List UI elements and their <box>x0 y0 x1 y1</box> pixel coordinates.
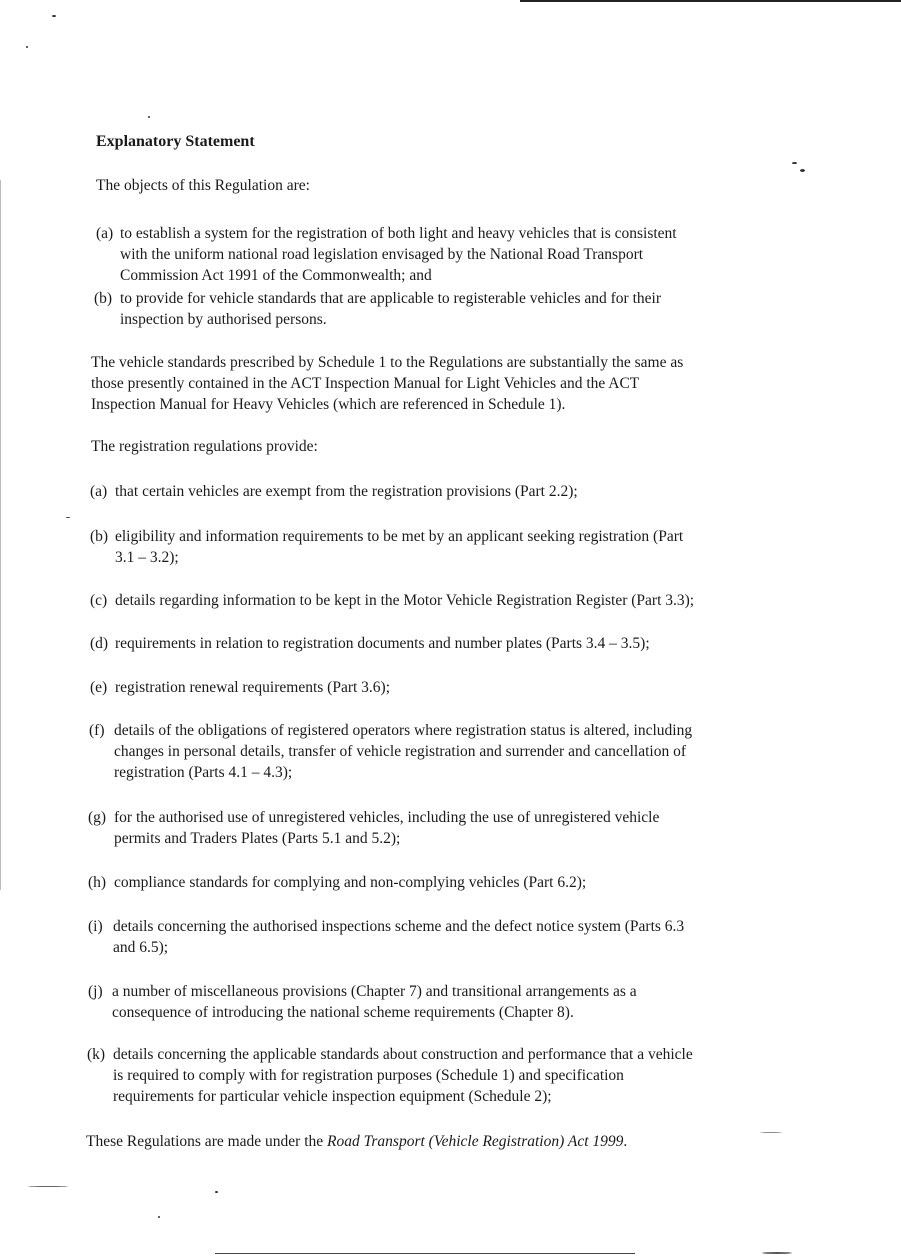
scan-edge-top <box>520 0 901 2</box>
object-item-line: to establish a system for the registration of both light and heavy vehicles that is consistent <box>120 225 677 242</box>
provision-item-label: (g) <box>88 809 107 826</box>
provision-item-line: compliance standards for complying and non-complying vehicles (Part 6.2); <box>114 874 587 891</box>
provision-item-line: consequence of introducing the national scheme requirements (Chapter 8). <box>112 1004 574 1021</box>
provision-item-line: details regarding information to be kept in the Motor Vehicle Registration Register (Part 3.3); <box>115 592 695 609</box>
paragraph-line: Inspection Manual for Heavy Vehicles (which are referenced in Schedule 1). <box>91 396 566 413</box>
scan-bottom-line <box>215 1253 635 1254</box>
provision-item-label: (f) <box>89 722 105 739</box>
scan-speck <box>28 1186 68 1187</box>
scan-speck <box>792 162 797 164</box>
provision-item-text <box>114 720 824 783</box>
provisions-intro: The registration regulations provide: <box>91 438 318 455</box>
provision-item-line: permits and Traders Plates (Parts 5.1 and 5.2); <box>114 830 401 847</box>
provision-item-line: registration renewal requirements (Part 3.6); <box>115 679 391 696</box>
object-item-line: inspection by authorised persons. <box>120 311 327 328</box>
provision-item-line: 3.1 – 3.2); <box>115 549 179 566</box>
provision-item-text <box>114 872 814 893</box>
object-item-text <box>120 288 800 330</box>
closing-prefix: These Regulations are made under the <box>86 1133 328 1150</box>
object-item-label: (a) <box>96 225 114 242</box>
objects-intro: The objects of this Regulation are: <box>96 177 310 194</box>
provision-item-line: details concerning the applicable standards about construction and performance that a vehicle <box>113 1046 693 1063</box>
act-title: Road Transport (Vehicle Registration) Act 1999 <box>327 1133 624 1150</box>
provision-item-line: requirements in relation to registration documents and number plates (Parts 3.4 – 3.5); <box>115 635 650 652</box>
scan-speck <box>148 116 150 118</box>
provision-item-label: (a) <box>90 483 108 500</box>
object-item-text <box>120 223 800 286</box>
provision-item-label: (i) <box>88 918 103 935</box>
provision-item-line: changes in personal details, transfer of vehicle registration and surrender and cancellation of <box>114 743 686 760</box>
scan-speck <box>26 46 28 48</box>
scan-speck <box>800 169 805 172</box>
scan-speck <box>762 1252 792 1254</box>
scan-speck <box>215 1191 218 1193</box>
standards-paragraph <box>91 352 811 415</box>
provision-item-line: and 6.5); <box>113 939 169 956</box>
provision-item-line: registration (Parts 4.1 – 4.3); <box>114 764 293 781</box>
provision-item-label: (j) <box>88 983 103 1000</box>
provision-item-label: (b) <box>90 528 109 545</box>
closing-suffix: . <box>623 1133 628 1150</box>
provision-item-text <box>115 677 815 698</box>
provision-item-text <box>114 807 814 849</box>
paragraph-line: those presently contained in the ACT Inspection Manual for Light Vehicles and the ACT <box>91 375 640 392</box>
provision-item-text <box>115 590 835 611</box>
document-heading: Explanatory Statement <box>96 133 255 150</box>
provision-item-text <box>115 633 815 654</box>
closing-statement <box>86 1131 627 1152</box>
provision-item-line: a number of miscellaneous provisions (Chapter 7) and transitional arrangements as a <box>112 983 637 1000</box>
provision-item-line: details of the obligations of registered operators where registration status is altered, including <box>114 722 693 739</box>
provision-item-label: (e) <box>90 679 108 696</box>
scan-speck <box>158 1216 160 1218</box>
object-item-line: to provide for vehicle standards that are applicable to registerable vehicles and for their <box>120 290 661 307</box>
scan-speck <box>52 15 56 17</box>
provision-item-line: eligibility and information requirements to be met by an applicant seeking registration (Part <box>115 528 684 545</box>
provision-item-text <box>115 526 815 568</box>
provision-item-line: details concerning the authorised inspections scheme and the defect notice system (Parts 6.3 <box>113 918 685 935</box>
object-item-label: (b) <box>94 290 113 307</box>
provision-item-label: (h) <box>88 874 107 891</box>
provision-item-line: that certain vehicles are exempt from the registration provisions (Part 2.2); <box>115 483 578 500</box>
provision-item-text <box>115 481 815 502</box>
scan-edge-left <box>0 180 1 890</box>
provision-item-line: is required to comply with for registration purposes (Schedule 1) and specification <box>113 1067 624 1084</box>
object-item-line: Commission Act 1991 of the Commonwealth; and <box>120 267 432 284</box>
provision-item-label: (d) <box>90 635 109 652</box>
provision-item-text <box>112 981 812 1023</box>
provision-item-label: (k) <box>87 1046 106 1063</box>
scan-speck <box>760 1132 782 1133</box>
object-item-line: with the uniform national road legislation envisaged by the National Road Transport <box>120 246 644 263</box>
provision-item-text <box>113 916 813 958</box>
provision-item-line: requirements for particular vehicle inspection equipment (Schedule 2); <box>113 1088 552 1105</box>
provision-item-label: (c) <box>90 592 108 609</box>
provision-item-text <box>113 1044 823 1107</box>
provision-item-line: for the authorised use of unregistered vehicles, including the use of unregistered vehicle <box>114 809 660 826</box>
paragraph-line: The vehicle standards prescribed by Schedule 1 to the Regulations are substantially the same as <box>91 354 684 371</box>
scan-speck <box>66 517 70 518</box>
